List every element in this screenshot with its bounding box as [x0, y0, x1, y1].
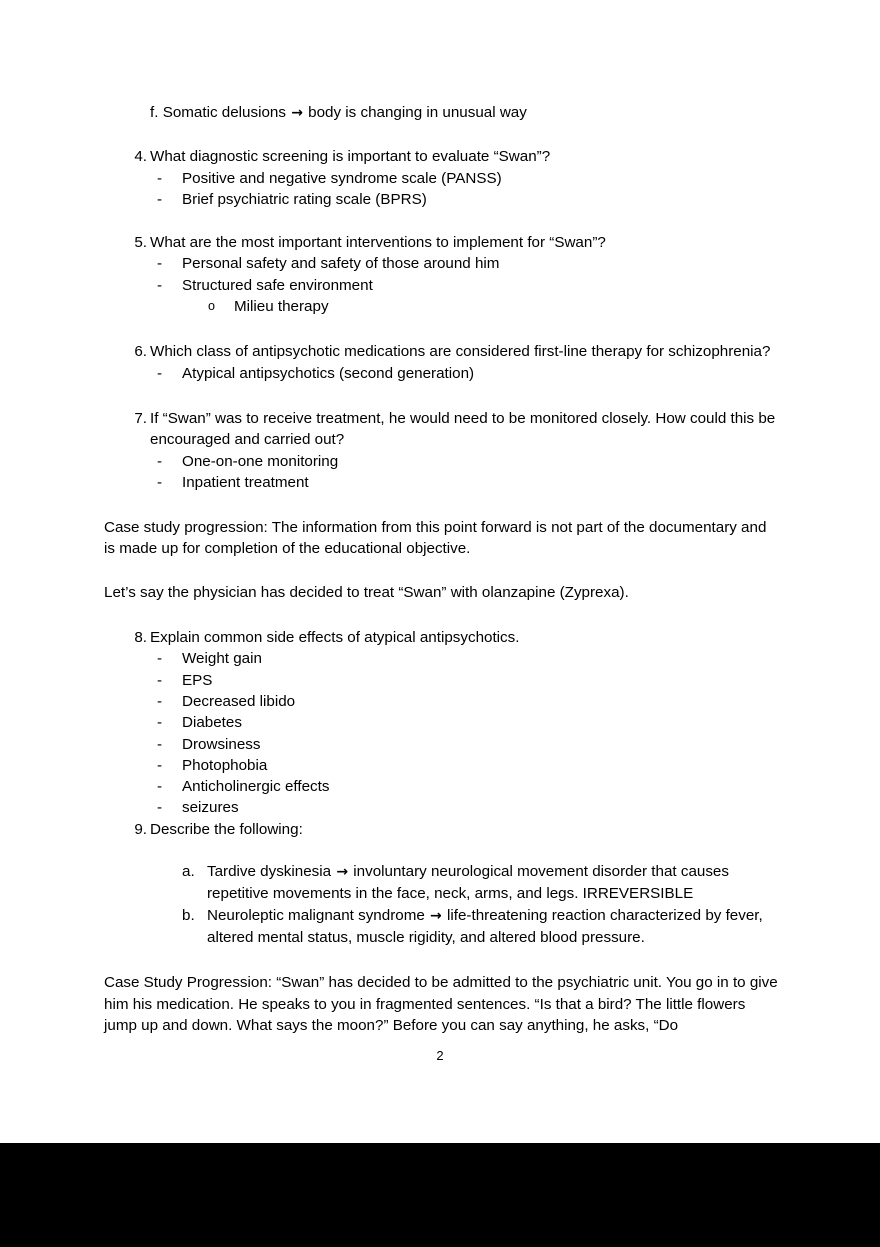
question-8-bullet-8	[157, 797, 780, 818]
question-5-bullet-1	[157, 253, 780, 274]
question-6-number: 6.	[134, 343, 147, 361]
bullet-text: Inpatient treatment	[182, 473, 309, 491]
definition-a: involuntary neurological movement disorder that causes repetitive movements in the face, neck, arms, and legs. IRREVERSIBLE	[207, 863, 729, 903]
spacer	[104, 317, 780, 341]
dash-marker-icon: -	[157, 473, 163, 491]
spacer	[104, 948, 780, 972]
dash-marker-icon: -	[157, 692, 163, 710]
case-progression-paragraph-3: Case Study Progression: “Swan” has decided to be admitted to the psychiatric unit. You go in to give him his medication. He speaks to you in fragmented sentences. “Is that a bird? The little flowers jump up and down. What says the moon?” Before you can say anything, he asks, “Do	[104, 974, 778, 1034]
bullet-text: EPS	[182, 671, 213, 689]
dash-marker-icon: -	[157, 650, 163, 668]
question-5-bullet-2	[157, 275, 780, 296]
sub-item-f-detail: body is changing in unusual way	[308, 104, 527, 121]
bottom-black-band	[0, 1143, 880, 1247]
question-8-bullet-7	[157, 776, 780, 797]
question-7-number: 7.	[134, 409, 147, 427]
question-7-bullet-1	[157, 451, 780, 472]
question-5-text: What are the most important interventions to implement for “Swan”?	[150, 234, 606, 252]
bullet-text: Diabetes	[182, 714, 242, 732]
bullet-text: Brief psychiatric rating scale (BPRS)	[182, 190, 427, 208]
question-5-subbullet-1	[208, 296, 780, 317]
bullet-text: Weight gain	[182, 650, 262, 668]
sub-item-f-label: f.	[150, 104, 159, 121]
bullet-text: Drowsiness	[182, 735, 261, 753]
question-7-text: If “Swan” was to receive treatment, he would need to be monitored closely. How could this be encouraged and carried out?	[150, 409, 776, 449]
question-8-bullet-6	[157, 755, 780, 776]
list-letter-b: b.	[182, 906, 195, 924]
question-9-number: 9.	[134, 820, 147, 838]
right-arrow-icon: →	[430, 907, 442, 924]
question-4	[130, 146, 780, 167]
bullet-text: One-on-one monitoring	[182, 452, 339, 470]
dash-marker-icon: -	[157, 714, 163, 732]
circle-marker-icon: o	[208, 299, 216, 314]
question-9-item-b	[182, 905, 780, 949]
spacer	[104, 560, 780, 582]
dash-marker-icon: -	[157, 735, 163, 753]
spacer	[104, 493, 780, 517]
question-8-bullet-3	[157, 691, 780, 712]
question-5	[130, 232, 780, 253]
bullet-text: Atypical antipsychotics (second generation)	[182, 364, 475, 382]
dash-marker-icon: -	[157, 364, 163, 382]
spacer	[104, 124, 780, 146]
question-8-bullet-2	[157, 670, 780, 691]
question-4-bullet-1	[157, 168, 780, 189]
sub-item-f-text: Somatic delusions	[162, 104, 286, 121]
page-number: 2	[436, 1048, 444, 1063]
question-8-text: Explain common side effects of atypical antipsychotics.	[150, 629, 520, 647]
bullet-text: Structured safe environment	[182, 276, 373, 294]
question-4-number: 4.	[134, 148, 147, 166]
dash-marker-icon: -	[157, 756, 163, 774]
question-8-number: 8.	[134, 629, 147, 647]
dash-marker-icon: -	[157, 276, 163, 294]
question-8	[130, 627, 780, 648]
question-9	[130, 819, 780, 840]
question-8-bullet-5	[157, 734, 780, 755]
spacer	[104, 603, 780, 627]
question-6-text: Which class of antipsychotic medications are considered first-line therapy for schizophrenia?	[150, 343, 771, 361]
sub-item-f	[150, 102, 780, 124]
subbullet-text: Milieu therapy	[234, 298, 329, 316]
bullet-text: Positive and negative syndrome scale (PANSS)	[182, 169, 502, 187]
dash-marker-icon: -	[157, 169, 163, 187]
spacer	[104, 840, 780, 861]
right-arrow-icon: →	[336, 864, 349, 881]
list-letter-a: a.	[182, 863, 195, 881]
case-progression-paragraph-2: Let’s say the physician has decided to treat “Swan” with olanzapine (Zyprexa).	[104, 583, 629, 601]
spacer	[104, 210, 780, 232]
bullet-text: Photophobia	[182, 756, 268, 774]
question-7	[130, 408, 780, 451]
question-4-text: What diagnostic screening is important to evaluate “Swan”?	[150, 148, 551, 166]
dash-marker-icon: -	[157, 671, 163, 689]
dash-marker-icon: -	[157, 799, 163, 817]
dash-marker-icon: -	[157, 778, 163, 796]
question-8-bullet-4	[157, 712, 780, 733]
bullet-text: seizures	[182, 799, 239, 817]
bullet-text: Decreased libido	[182, 692, 296, 710]
definition-b: life-threatening reaction characterized by fever, altered mental status, muscle rigidity, and altered blood pressure.	[207, 906, 763, 946]
spacer	[104, 384, 780, 408]
dash-marker-icon: -	[157, 452, 163, 470]
bullet-text: Anticholinergic effects	[182, 778, 330, 796]
term-a: Tardive dyskinesia	[207, 863, 332, 881]
question-7-bullet-2	[157, 472, 780, 493]
question-9-item-a	[182, 861, 780, 905]
question-5-number: 5.	[134, 234, 147, 252]
question-6	[130, 341, 780, 362]
dash-marker-icon: -	[157, 190, 163, 208]
right-arrow-icon: →	[291, 105, 303, 121]
bullet-text: Personal safety and safety of those around him	[182, 255, 500, 273]
question-6-bullet-1	[157, 363, 780, 384]
term-b: Neuroleptic malignant syndrome	[207, 906, 425, 924]
question-4-bullet-2	[157, 189, 780, 210]
page-content	[104, 102, 780, 1036]
question-8-bullet-1	[157, 648, 780, 669]
question-9-text: Describe the following:	[150, 820, 303, 838]
dash-marker-icon: -	[157, 255, 163, 273]
case-progression-paragraph-1: Case study progression: The information from this point forward is not part of the documentary and is made up for completion of the educational objective.	[104, 519, 767, 558]
